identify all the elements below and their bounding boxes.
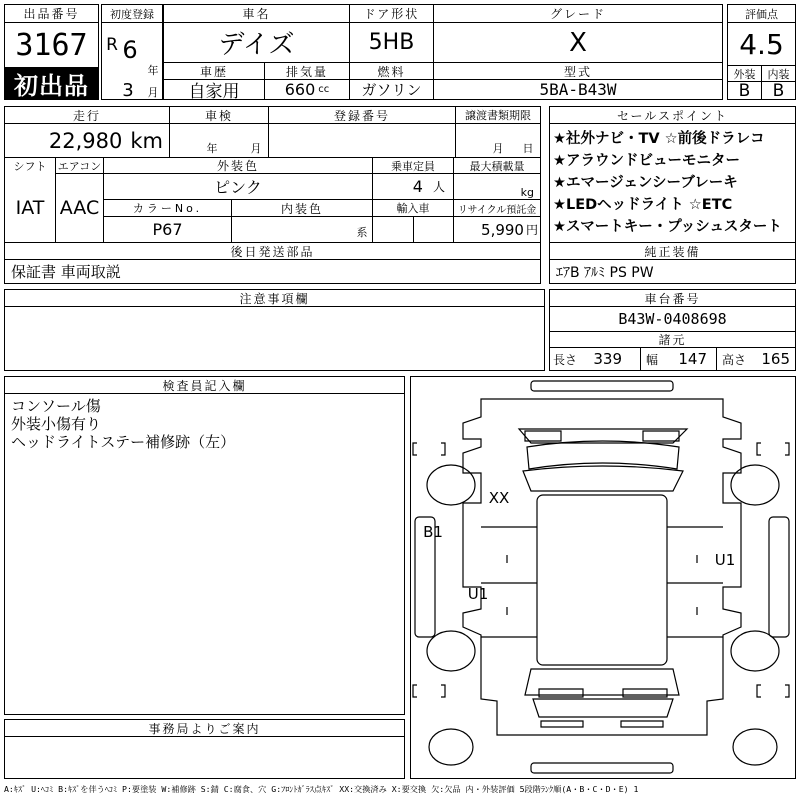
car-history: 自家用 — [188, 82, 240, 99]
notes-label: 注意事項欄 — [239, 291, 310, 306]
mileage — [5, 124, 169, 157]
wheel-front-left — [427, 465, 475, 505]
reg-year: 6 — [122, 36, 138, 64]
exterior-score-label: 外装 — [733, 67, 756, 81]
sales-point-2: ★アラウンドビューモニター — [553, 152, 740, 169]
ac-label: エアコン — [57, 159, 102, 173]
transfer-day-unit: 日 — [522, 142, 534, 155]
legend: A:ｷｽﾞ U:ﾍｺﾐ B:ｷｽﾞを伴うﾍｺﾐ P:要塗装 W:補修跡 S:錆 C:腐食、穴 G:ﾌﾛﾝﾄｶﾞﾗｽ点ｷｽﾞ XX:交換済み X:要交換 欠:欠品 内・外装評価 5段階ﾗﾝｸ順(A・B・C・D・E) 1 — [4, 783, 639, 794]
width-value: 147 — [678, 350, 707, 368]
sales-point-4: ★LEDヘッドライト ☆ETC — [553, 196, 733, 213]
car-name: デイズ — [218, 30, 295, 60]
car-diagram-box — [410, 376, 796, 779]
exterior-score: B — [738, 82, 751, 99]
overall-score: 4.5 — [739, 27, 784, 61]
recycle-fee — [454, 217, 540, 242]
era: R — [106, 35, 118, 55]
capacity — [373, 174, 453, 199]
headlight-left — [525, 431, 561, 441]
inspection-month-unit: 月 — [250, 142, 262, 155]
spare-wheel-left — [429, 729, 473, 765]
capacity-label: 乗車定員 — [391, 159, 435, 173]
rear-lamp-right — [623, 689, 667, 697]
equipment-value: ｴｱB ｱﾙﾐ PS PW — [556, 264, 654, 281]
door-label: ドア形状 — [363, 7, 420, 21]
displacement-value: 660 — [284, 80, 316, 99]
max-load-unit: kg — [520, 185, 534, 199]
displacement-label: 排気量 — [285, 64, 328, 79]
shift-type: IAT — [15, 196, 45, 219]
height-value: 165 — [761, 350, 790, 368]
sales-points-box — [549, 106, 796, 284]
int-color-label: 内装色 — [280, 201, 323, 216]
grade-label: グレード — [549, 7, 606, 21]
office-label: 事務局よりご案内 — [148, 721, 261, 736]
model-label: 型式 — [563, 64, 592, 79]
rear-lamp-left — [539, 689, 583, 697]
score-label: 評価点 — [745, 7, 778, 21]
lot-number-box — [4, 4, 99, 100]
sales-points-label: セールスポイント — [617, 108, 728, 123]
damage-mark-u1-left: U1 — [467, 585, 489, 603]
damage-mark-xx: XX — [488, 489, 510, 507]
chassis-box — [549, 289, 796, 371]
wheel-front-right — [731, 465, 779, 505]
roof — [537, 495, 667, 665]
reg-month: 3 — [122, 81, 134, 99]
vehicle-details-box — [4, 106, 541, 284]
notes-box — [4, 289, 545, 371]
history-label: 車歴 — [199, 64, 228, 79]
chassis-number: B43W-0408698 — [618, 310, 727, 328]
recycle-label: リサイクル預託金 — [457, 204, 537, 216]
headlight-right — [643, 431, 679, 441]
import-label: 輸入車 — [396, 202, 430, 215]
name-label: 車名 — [242, 7, 271, 21]
transfer-month-unit: 月 — [492, 142, 504, 155]
ext-color: ピンク — [214, 178, 262, 197]
damage-mark-b1: B1 — [423, 523, 443, 541]
capacity-value: 4 — [412, 177, 423, 196]
recycle-fee-value: 5,990 — [481, 220, 524, 239]
length-value: 339 — [593, 350, 622, 368]
inspector-line-1: コンソール傷 — [11, 396, 101, 414]
interior-score: B — [772, 82, 785, 99]
length-label: 長さ — [553, 352, 577, 367]
score-box — [727, 4, 796, 100]
damage-mark-u1-right: U1 — [714, 551, 736, 569]
recycle-fee-unit: 円 — [525, 223, 538, 237]
first-registration-label: 初度登録 — [110, 7, 154, 21]
height-label: 高さ — [722, 352, 747, 367]
inspection-label: 車検 — [204, 108, 233, 123]
sales-point-1: ★社外ナビ・TV ☆前後ドラレコ — [553, 130, 765, 147]
lot-number-label: 出品番号 — [23, 7, 80, 21]
car-info-box — [163, 4, 723, 100]
ext-color-label: 外装色 — [216, 159, 259, 173]
lot-number: 3167 — [15, 27, 88, 63]
shift-label: シフト — [13, 159, 47, 173]
sales-point-3: ★エマージェンシーブレーキ — [553, 174, 738, 191]
month-unit: 月 — [147, 86, 159, 99]
color-no-label: カラーNo. — [132, 202, 203, 215]
sales-point-5: ★スマートキー・プッシュスタート — [553, 218, 782, 235]
later-parts-label: 後日発送部品 — [230, 244, 315, 259]
first-listing-badge: 初出品 — [5, 67, 98, 99]
color-number: P67 — [152, 220, 183, 239]
year-unit: 年 — [147, 64, 159, 77]
max-load-label: 最大積載量 — [469, 159, 525, 173]
mileage-label: 走行 — [72, 108, 101, 123]
capacity-unit: 人 — [432, 180, 445, 194]
width-label: 幅 — [646, 352, 659, 367]
transfer-deadline-label: 譲渡書類期限 — [465, 109, 531, 122]
inspector-line-3: ヘッドライトステー補修跡（左） — [11, 432, 236, 450]
ac-type: AAC — [59, 196, 100, 219]
equipment-label: 純正装備 — [644, 244, 701, 259]
body-outline — [463, 399, 741, 735]
fuel-type: ガソリン — [361, 81, 422, 99]
first-registration-box — [101, 4, 163, 100]
interior-score-label: 内装 — [767, 67, 790, 81]
reg-number-label: 登録番号 — [333, 108, 390, 123]
dims-label: 諸元 — [658, 333, 687, 347]
int-color-unit: 系 — [356, 226, 368, 239]
fuel-label: 燃料 — [377, 64, 406, 79]
spare-wheel-right — [733, 729, 777, 765]
door-type: 5HB — [368, 30, 415, 55]
later-parts: 保証書 車両取説 — [11, 263, 121, 281]
displacement — [265, 80, 349, 99]
displacement-unit: cc — [318, 84, 330, 95]
model-code: 5BA-B43W — [539, 80, 617, 99]
inspector-label: 検査員記入欄 — [162, 378, 247, 393]
car-diagram — [411, 377, 795, 778]
wheel-rear-left — [427, 631, 475, 671]
office-box — [4, 719, 405, 779]
mileage-value: 22,980 — [48, 128, 123, 153]
rear-bumper — [531, 763, 673, 773]
inspection-year-unit: 年 — [206, 142, 218, 155]
wheel-rear-right — [731, 631, 779, 671]
grade: X — [569, 27, 587, 58]
front-bumper — [531, 381, 673, 391]
mileage-unit: km — [130, 128, 163, 153]
inspector-line-2: 外装小傷有り — [11, 414, 102, 432]
inspector-box — [4, 376, 405, 715]
chassis-label: 車台番号 — [644, 291, 701, 306]
